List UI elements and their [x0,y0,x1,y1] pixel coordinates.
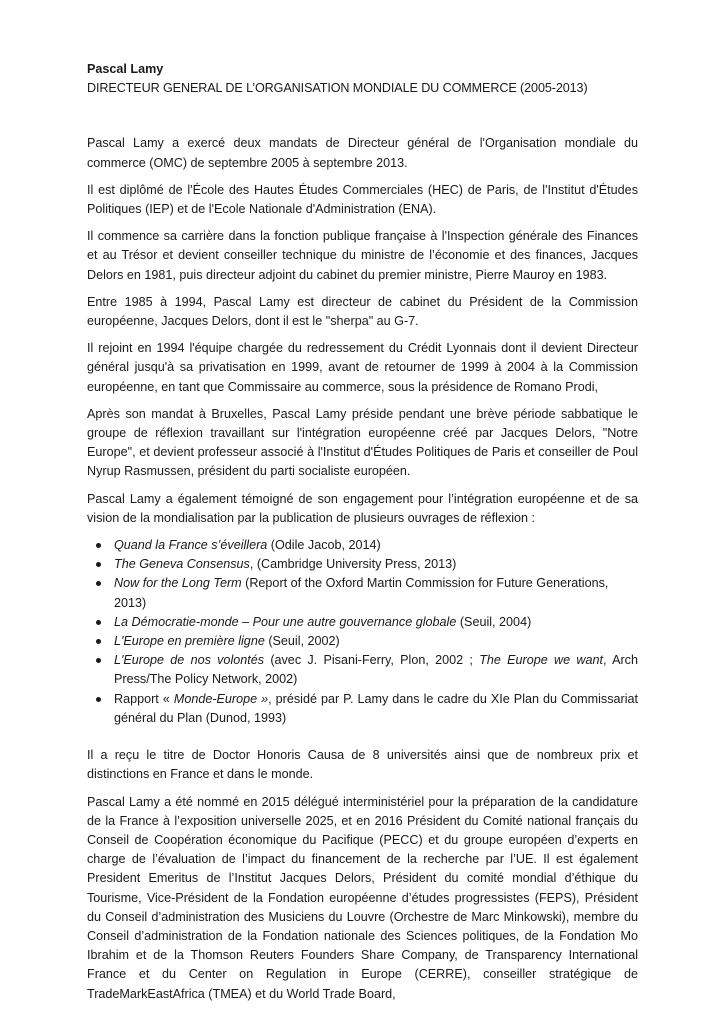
book-title: Monde-Europe » [173,691,269,706]
book-details: , (Cambridge University Press, 2013) [249,557,457,572]
book-title: The Geneva Consensus [114,557,250,572]
book-details: (Seuil, 2004) [456,614,532,629]
book-details: (Seuil, 2002) [264,634,340,649]
paragraph: Il rejoint en 1994 l'équipe chargée du redressement du Crédit Lyonnais dont il devient Directeur général jusqu'à sa privatisation en 1999, avant de retourner de 1999 à 2004 à la Commission européenne, en tant que Commissaire au commerce, sous la présidence de Romano Prodi, [87,341,638,394]
book-title: L'Europe en première ligne [114,634,265,649]
list-item [87,632,638,651]
publications-list [87,536,638,728]
book-details: , Arch Press/The Policy Network, 2002) [114,653,638,687]
list-item [87,613,638,632]
book-details: (avec J. Pisani-Ferry, Plon, 2002 ; [264,653,480,668]
list-item [87,536,638,555]
book-details: (Odile Jacob, 2014) [267,538,381,553]
book-title: Now for the Long Term [114,576,242,591]
spacer [87,738,638,746]
book-prefix: Rapport « [114,691,174,706]
book-details: (Report of the Oxford Martin Commission for Future Generations, 2013) [114,576,609,610]
list-item [87,690,638,728]
paragraph: Pascal Lamy a exercé deux mandats de Directeur général de l'Organisation mondiale du commerce (OMC) de septembre 2005 à septembre 2013. [87,136,638,170]
list-item [87,651,638,689]
book-title: Quand la France s’éveillera [114,538,268,553]
paragraph: Il est diplômé de l'École des Hautes Études Commerciales (HEC) de Paris, de l'Institut d'Études Politiques (IEP) et de l'Ecole Nationale d'Administration (ENA). [87,182,638,217]
person-title: DIRECTEUR GENERAL DE L’ORGANISATION MONDIALE DU COMMERCE (2005-2013) [87,81,588,96]
person-name: Pascal Lamy [87,62,164,76]
paragraph: Entre 1985 à 1994, Pascal Lamy est directeur de cabinet du Président de la Commission européenne, Jacques Delors, dont il est le "sherpa" au G-7. [87,294,638,329]
book-title: La Démocratie-monde – Pour une autre gouvernance globale [114,614,457,629]
book-details: , présidé par P. Lamy dans le cadre du XIe Plan du Commissariat général du Plan (Dunod, 1993) [114,691,638,725]
paragraph: Il a reçu le titre de Doctor Honoris Causa de 8 universités ainsi que de nombreux prix et distinctions en France et dans le monde. [87,748,638,782]
list-item [87,555,638,574]
list-item [87,574,638,612]
paragraph: Pascal Lamy a été nommé en 2015 délégué interministériel pour la préparation de la candidature de la France à l’exposition universelle 2025, et en 2016 Président du Comité national français du Conseil de Coopération économique du Pacifique (PECC) et du groupe européen d’experts en charge de l’évaluation de l’impact du financement de la recherche par l’UE. Il est également President Emeritus de l’Institut Jacques Delors, Président du comité mondial d’éthique du Tourisme, Vice-Président de la Fondation européenne d’études progressistes (FEPS), Président du Conseil d’administration des Musiciens du Louvre (Orchestre de Marc Minkowski), membre du Conseil d’administration de la Fondation nationale des Sciences politiques, de la Fondation Mo Ibrahim et de la Thomson Reuters Founders Share Company, de Transparency International France et du Center on Regulation in Europe (CERRE), conseiller stratégique de TradeMarkEastAfrica (TMEA) et du World Trade Board, [87,794,638,1001]
paragraph: Il commence sa carrière dans la fonction publique française à l'Inspection générale des Finances et au Trésor et devient conseiller technique du ministre de l’économie et des finances, Jacques Delors en 1981, puis directeur adjoint du cabinet du premier ministre, Pierre Mauroy en 1983. [87,229,638,282]
paragraph: Après son mandat à Bruxelles, Pascal Lamy préside pendant une brève période sabbatique le groupe de réflexion travaillant sur l'intégration européenne créé par Jacques Delors, "Notre Europe", et devient professeur associé à l'Institut d'Études Politiques de Paris et conseiller de Poul Nyrup Rasmussen, président du parti socialiste européen. [87,406,638,479]
book-title: The Europe we want [479,653,604,668]
paragraph: Pascal Lamy a également témoigné de son engagement pour l’intégration européenne et de sa vision de la mondialisation par la publication de plusieurs ouvrages de réflexion : [87,491,638,525]
book-title: L'Europe de nos volontés [114,653,265,668]
document-body [87,60,638,1012]
